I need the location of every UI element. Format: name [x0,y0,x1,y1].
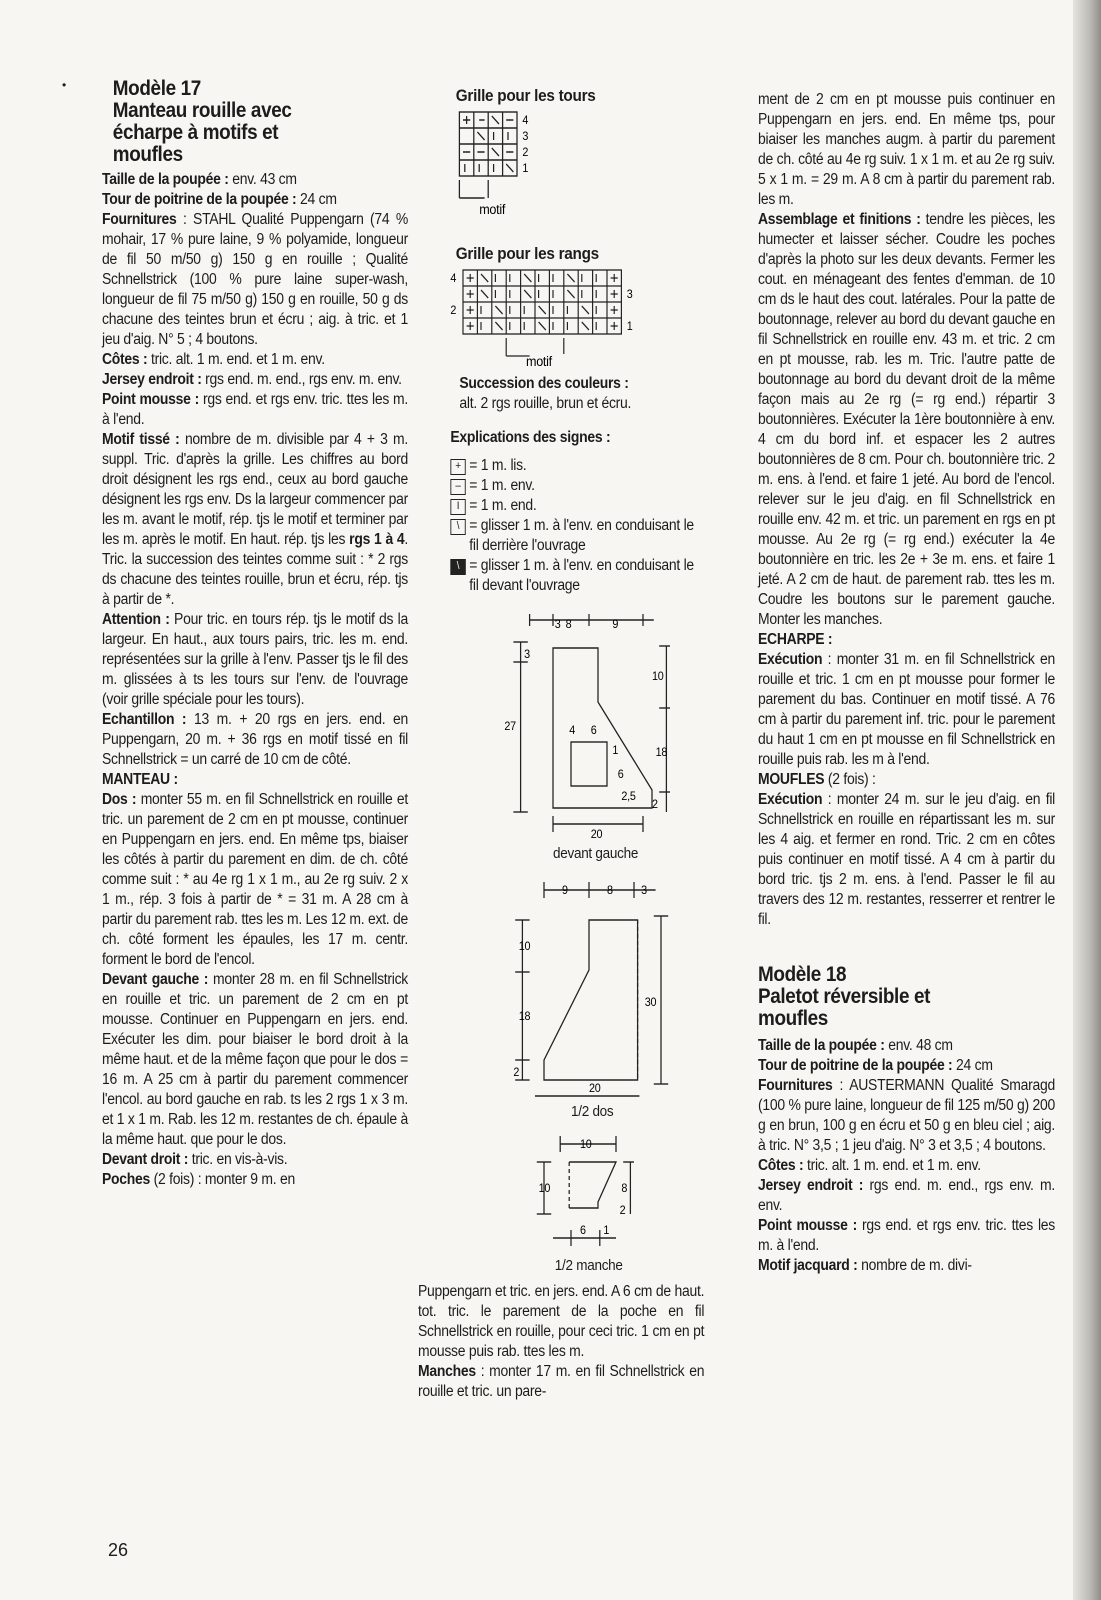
dg-dim-6: 6 [590,724,597,738]
motif-tisse: Motif tissé : nombre de m. divisible par 4 + 3 m. suppl. Tric. d'après la grille. Les chiffres au bord droit désignent les rgs end., ceux au bord gauche désignent les rgs env. Ds la largeur commencer par les m. avant le motif, rép. tjs le motif et terminer par les m. après le motif. En haut. rép. tjs les rgs 1 à 4. Tric. la succession des teintes comme suit : * 2 rgs ds chacune des teintes rouille, brun et écru, rép. tjs à partir de *. [102,431,408,608]
dos-dim-3: 3 [641,884,647,898]
sign-glisser-derriere: \ = glisser 1 m. à l'env. en conduisant le fil derrière l'ouvrage [450,516,704,556]
attention: Attention : Pour tric. en tours rép. tjs le motif ds la largeur. En haut., aux tours pairs, tric. les m. end. représentées sur la grille à l'env. Passer tjs le fil des m. glissées à ts les tours sur l'env. de l'ouvrage (voir grille spéciale pour les tours). [102,611,408,708]
succession-text: alt. 2 rgs rouille, brun et écru. [459,395,632,412]
tours-row-4: 4 [522,114,529,128]
manche-dim-10b: 10 [538,1182,551,1196]
echantillon: Echantillon : 13 m. + 20 rgs en jers. end. en Puppengarn, 20 m. + 36 rgs en motif tissé en fil Schnellstrick = un carré de 10 cm de côté. [102,711,408,768]
schematic-devant-gauche [454,612,704,864]
echarpe-heading: ECHARPE : [758,631,833,648]
grille-tours-title: Grille pour les tours [455,86,596,105]
tours-row-2: 2 [522,146,529,160]
grille-rangs-chart [449,268,647,368]
echarpe-execution: Exécution : monter 31 m. en fil Schnellstrick en rouille et tric. 1 cm en pt mousse pour former le parement du bas. Continuer en motif tissé. A 76 cm à partir du parement inf. tric. pour le parement du haut 1 cm en pt mousse en fil Schnellstrick en rouille puis rab. les m à l'end. [758,651,1055,768]
m18-point-mousse: Point mousse : rgs end. et rgs env. tric. ttes les m. à l'end. [758,1217,1055,1254]
dos-caption: 1/2 dos [571,1103,614,1120]
manches-continued: ment de 2 cm en pt mousse puis continuer en Puppengarn en jers. end. En même tps, pour biaiser les manches augm. à partir du parement de ch. côté au 4e rg suiv. 1 x 1 m. et au 2e rg suiv. 5 x 1 m. = 29 m. A 8 cm à partir du parement rab. les m. [758,91,1055,208]
sign-env: – = 1 m. env. [450,476,704,496]
dg-dim-3: 3 [554,618,561,632]
fournitures: Fournitures : STAHL Qualité Puppengarn (74 % mohair, 17 % pure laine, 9 % polyamide, longueur de fil 50 m/50 g) 150 g en rouille ; Qualité Schnellstrick (100 % pure laine super-wash, longueur de fil 75 m/50 g) 150 g en rouille, 50 g ds chacune des teintes brun et écru ; aig. à tric. et 1 jeu d'aig. N° 5 ; 4 boutons. [102,211,408,348]
devant-gauche-caption: devant gauche [553,845,639,862]
grille-tours-chart [458,110,557,230]
dos: Dos : monter 55 m. en fil Schnellstrick en rouille et tric. un parement de 2 cm en pt mousse, continuer en Puppengarn en jers. end. En même tps, biaiser les côtés à partir du parement en dim. de ch. côté comme suit : * au 4e rg 1 x 1 m., au 2e rg suiv. 2 x 1 m., rép. 3 fois à partir de * = 31 m. A 28 cm à partir du parement rab. ttes les m. Les 12 m. ext. de ch. côté forment les épaules, les 17 m. centr. forment le bord de l'encol. [102,791,408,968]
m18-motif-jacquard: Motif jacquard : nombre de m. divi- [758,1257,972,1274]
right-column [758,90,1055,1276]
jersey: Jersey endroit : rgs end. m. end., rgs env. m. env. [102,371,402,388]
grille-rangs [449,268,705,374]
schematic-dos [454,880,704,1122]
dg-dim-3b: 3 [524,648,530,662]
model-18-title: Modèle 18 Paletot réversible et moufles [758,963,931,1030]
poches: Poches (2 fois) : monter 9 m. en [102,1171,295,1188]
assemblage: Assemblage et finitions : tendre les pièces, les humecter et laisser sécher. Coudre les poches d'après la photo sur les deux devants. Fermer les cout. en ménageant des fentes d'emman. de 10 cm ds le haut des cout. latérales. Pour la patte de boutonnage, relever au bord du devant gauche en fil Schnellstrick en rouille env. 43 m. et tric. 2 cm en pt mousse, rab. les m. Tric. l'autre patte de boutonnage au bord du devant droit de la même façon mais au 2e rg (= rg end.) répartir 3 boutonnières. Exécuter la 1ère boutonnière à env. 4 cm du bord inf. et espacer les 2 autres boutonnières de 8 cm. Pour ch. boutonnière tric. 2 m. ens. à l'end. et faire 1 jeté. Au bord de l'encol. relever sur le jeu d'aig. en fil Schnellstrick en rouille env. 42 m. et tric. un parement en rgs en pt mousse. Au 2e rg (= rg end.) exécuter la 4e boutonnière en tric. les 2e + 3e m. ens. et faire 1 jeté. A 2 cm de haut. de parement rab. ttes les m. Coudre les boutons sur le parement gauche. Monter les manches. [758,211,1056,628]
m18-tour: Tour de poitrine de la poupée : 24 cm [758,1057,993,1074]
dos-dim-9: 9 [562,884,568,898]
manche-dim-10: 10 [580,1138,592,1152]
dg-dim-8: 8 [565,618,572,632]
manche-dim-6: 6 [580,1224,586,1238]
dg-dim-6b: 6 [617,768,624,782]
manche-diagram [454,1134,634,1254]
succession: Succession des couleurs : [459,375,629,392]
dg-dim-25: 2,5 [621,790,636,804]
dos-diagram [454,880,670,1100]
rangs-right-1: 1 [626,320,633,334]
signs-legend [450,456,704,596]
left-column [102,78,408,1190]
m18-fournitures: Fournitures : AUSTERMANN Qualité Smaragd (100 % pure laine, longueur de fil 125 m/50 g) 200 g en brun, 100 g en écru et 50 g en bleu ciel ; aig. à tric. N° 3,5 ; 1 jeu d'aig. N° 3 et 3,5 ; 4 boutons. [758,1077,1055,1154]
dg-dim-18: 18 [655,746,668,760]
dos-dim-30: 30 [644,996,657,1010]
dg-dim-9: 9 [612,618,619,632]
manche-caption: 1/2 manche [554,1257,623,1274]
moufles-heading: MOUFLES (2 fois) : [758,771,876,788]
sign-end: I = 1 m. end. [450,496,704,516]
bullet-mark: • [62,78,67,92]
model-17-title: Modèle 17 Manteau rouille avec écharpe à motifs et moufles [112,77,292,166]
plus-stitch-icon: + [450,459,465,475]
sign-glisser-devant: \ = glisser 1 m. à l'env. en conduisant le fil devant l'ouvrage [450,556,704,596]
manche-dim-1: 1 [603,1224,610,1238]
m18-taille: Taille de la poupée : env. 48 cm [758,1037,953,1054]
devant-droit: Devant droit : tric. en vis-à-vis. [102,1151,288,1168]
rangs-left-2: 2 [450,304,457,318]
schematic-manche [454,1134,704,1276]
point-mousse: Point mousse : rgs end. et rgs env. tric. ttes les m. à l'end. [102,391,408,428]
explications-title: Explications des signes : [450,429,611,446]
rangs-right-3: 3 [626,288,633,302]
minus-stitch-icon: – [450,479,465,495]
rangs-left-4: 4 [450,272,457,286]
manche-dim-2: 2 [619,1204,626,1218]
slip-front-icon: \ [450,559,465,575]
manche-dim-8: 8 [621,1182,628,1196]
dg-dim-4: 4 [569,724,575,738]
dos-dim-10: 10 [518,940,531,954]
dg-dim-2: 2 [652,798,658,812]
tour-poitrine: Tour de poitrine de la poupée : 24 cm [102,191,337,208]
poches-continued: Puppengarn et tric. en jers. end. A 6 cm de haut. tot. tric. le parement de la poche en fil Schnellstrick en rouille, pour ceci tric. 1 cm en pt mousse puis rab. ttes les m. [418,1283,705,1360]
dg-dim-10: 10 [652,670,664,684]
manteau-heading: MANTEAU : [102,771,178,788]
slip-back-icon: \ [450,519,465,535]
devant-gauche: Devant gauche : monter 28 m. en fil Schnellstrick en rouille et tric. un parement de 2 cm en pt mousse. Continuer en Puppengarn en jers. end. Exécuter les dim. pour biaiser le bord droit à la même haut. et de la même façon que pour le dos = 16 m. A 25 cm à partir du parement commencer l'encol. au bord gauche en rab. ts les 2 rgs 1 x 3 m. et 1 x 1 m. Rab. les 12 m. restantes de ch. épaule à la même haut. que pour le dos. [102,971,408,1148]
m18-jersey: Jersey endroit : rgs end. m. end., rgs env. m. env. [758,1177,1055,1214]
dos-dim-2: 2 [513,1066,520,1080]
tours-row-1: 1 [522,162,529,176]
dg-dim-27: 27 [504,720,516,734]
rangs-motif-label: motif [526,353,552,368]
tours-motif-label: motif [479,201,506,218]
page-number: 26 [108,1540,129,1560]
devant-gauche-diagram [454,612,670,842]
middle-column [418,78,704,1402]
moufles-execution: Exécution : monter 24 m. sur le jeu d'aig. en fil Schnellstrick en rouille en répartissant les m. sur les 4 aig. et fermer en rond. Tric. 2 cm en côtes puis continuer en motif tissé. A 4 cm à partir du bord tric. tjs 2 m. ens. à l'end. Passer le fil au travers des 12 m. restantes, resserrer et rentrer le fil. [758,791,1055,928]
cotes: Côtes : tric. alt. 1 m. end. et 1 m. env. [102,351,325,368]
dg-dim-1: 1 [612,744,619,758]
dos-dim-20: 20 [589,1082,601,1096]
m18-cotes: Côtes : tric. alt. 1 m. end. et 1 m. env. [758,1157,981,1174]
dos-dim-8: 8 [607,884,613,898]
dos-dim-18: 18 [518,1010,531,1024]
grille-tours [458,110,705,236]
bar-stitch-icon: I [450,499,465,515]
sign-lis: + = 1 m. lis. [450,456,704,476]
grille-rangs-title: Grille pour les rangs [455,244,599,263]
manches: Manches : monter 17 m. en fil Schnellstrick en rouille et tric. un pare- [418,1363,705,1400]
taille: Taille de la poupée : env. 43 cm [102,171,297,188]
dg-dim-20: 20 [590,828,603,842]
page-binding-shadow [1073,0,1101,1600]
tours-row-3: 3 [522,130,529,144]
